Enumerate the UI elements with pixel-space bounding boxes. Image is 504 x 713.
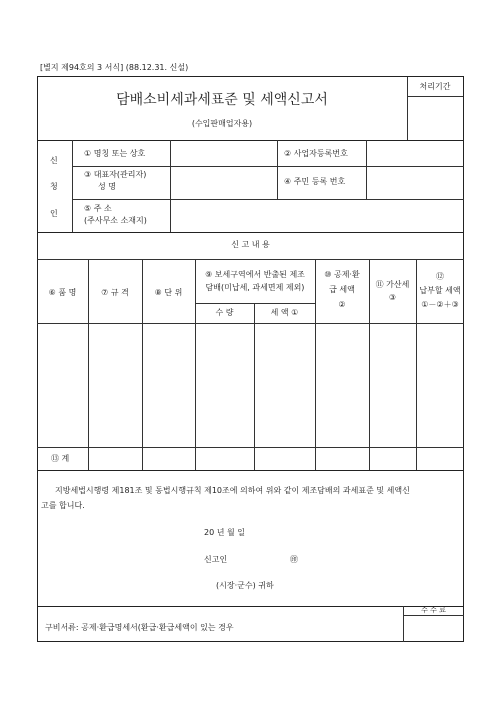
attachments-top-line	[37, 606, 464, 607]
col-addtax-label-1: ⑪ 가산세	[375, 280, 410, 289]
col-deduct-label-1: ⑩ 공제·환	[324, 270, 360, 279]
col-pay-label-1: ⑫	[436, 272, 444, 281]
applicant-bottom-line	[37, 232, 464, 233]
table-bottom-line	[37, 470, 464, 471]
addr-label-2: (주사무소 소재지)	[84, 216, 147, 225]
applicant-char-3: 인	[50, 209, 58, 218]
processing-period-label: 처리기간	[419, 82, 451, 91]
applicant-char-2: 청	[50, 182, 58, 191]
fee-box-header-line	[403, 615, 464, 616]
rep-label-1: ③ 대표자(관리자)	[84, 170, 147, 179]
rep-label-2: 성 명	[98, 182, 116, 191]
form-label: [별지 제94호의 3 서식] (88.12.31. 신설)	[40, 63, 189, 72]
date-line: 20 년 월 일	[204, 528, 245, 537]
applicant-mid-divider-1	[277, 140, 278, 199]
col-div-4	[254, 303, 255, 470]
total-row-top-line	[37, 447, 464, 448]
recipient: (시장·군수) 귀하	[216, 581, 274, 590]
applicant-mid-divider-2	[366, 140, 367, 199]
col-unit-label: ⑧ 단 위	[154, 288, 183, 297]
reporter-label: 신고인	[204, 555, 228, 564]
col-pay-label-3: ①－②＋③	[421, 300, 459, 309]
form-subtitle: (수입판매업자용)	[191, 119, 253, 128]
col-shipped-label-2: 담배(미납세, 과세면제 제외)	[205, 283, 305, 292]
attachments-text: 구비서류: 공제·환급명세서(환급·환급세액이 있는 경우	[45, 623, 234, 632]
applicant-col-divider	[72, 140, 73, 232]
applicant-char-1: 신	[50, 156, 58, 165]
fee-label: 수 수 료	[421, 606, 446, 614]
applicant-row-line-1	[72, 166, 464, 167]
processing-box-header-line	[407, 96, 463, 97]
applicant-label-divider	[170, 140, 171, 232]
col-spec-label: ⑦ 규 격	[101, 288, 129, 297]
col-deduct-label-3: ②	[338, 300, 346, 309]
seal-mark: ㊞	[290, 555, 298, 564]
resident-no-label: ④ 주민 등록 번호	[284, 177, 346, 186]
form-frame	[37, 76, 464, 642]
col-div-6	[369, 259, 370, 470]
total-label: ⑬ 계	[51, 454, 70, 463]
col-addtax-label-2: ③	[388, 293, 397, 302]
col-tax-label: 세 액 ①	[270, 308, 299, 317]
col-qty-label: 수 량	[215, 308, 234, 317]
title-bottom-line	[37, 140, 464, 141]
name-label: ① 명칭 또는 상호	[84, 149, 146, 158]
addr-label-1: ⑤ 주 소	[84, 204, 112, 213]
statement-line-2: 고를 합니다.	[41, 501, 85, 510]
report-header-line	[37, 259, 464, 260]
col-deduct-label-2: 급 세액	[329, 285, 355, 294]
biz-no-label: ② 사업자등록번호	[284, 149, 348, 158]
form-title: 담배소비세과세표준 및 세액신고서	[116, 92, 328, 108]
column-header-bottom	[37, 323, 464, 324]
shipped-subheader-line	[195, 303, 315, 304]
applicant-row-line-2	[72, 199, 464, 200]
col-shipped-label-1: ⑨ 보세구역에서 반출된 제조	[205, 270, 305, 279]
report-header: 신 고 내 용	[231, 240, 270, 249]
statement-line-1: 지방세법시행령 제181조 및 동법시행규칙 제10조에 의하여 위와 같이 제조담배의 과세표준 및 세액신	[55, 486, 410, 495]
col-pay-label-2: 납부할 세액	[419, 286, 461, 295]
col-item-label: ⑥ 품 명	[48, 288, 77, 297]
